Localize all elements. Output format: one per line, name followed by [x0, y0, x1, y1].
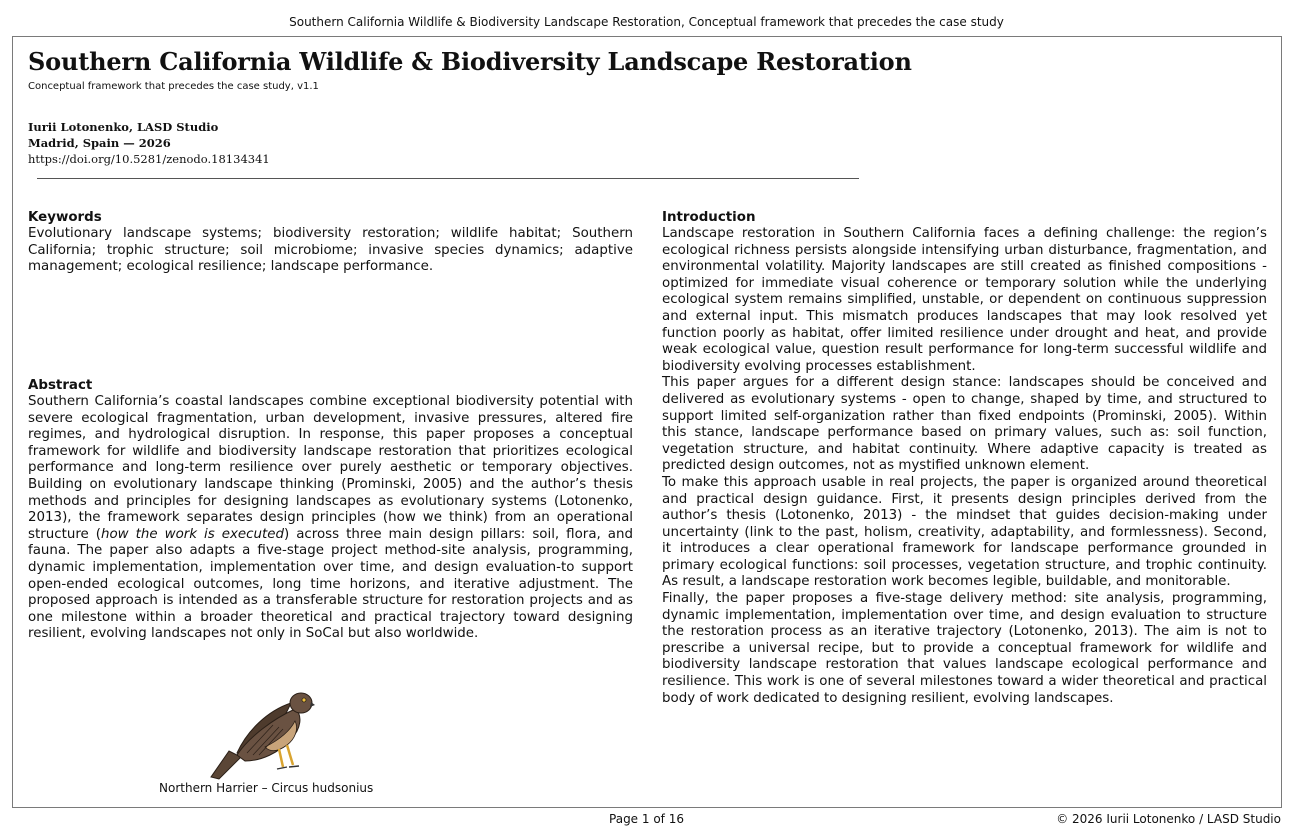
abstract-emphasis: how the work is executed — [101, 526, 284, 542]
author-name: Iurii Lotonenko, LASD Studio — [28, 120, 219, 134]
bird-eye — [302, 698, 306, 702]
page-frame — [12, 36, 1282, 808]
page-number: Page 1 of 16 — [609, 812, 684, 826]
figure-caption: Northern Harrier – Circus hudsonius — [159, 781, 374, 795]
doi-link[interactable]: https://doi.org/10.5281/zenodo.18134341 — [28, 152, 270, 166]
paper-subtitle: Conceptual framework that precedes the case study, v1.1 — [28, 81, 319, 92]
abstract-heading: Abstract — [28, 378, 93, 393]
paper-title: Southern California Wildlife & Biodiversity Landscape Restoration — [28, 47, 912, 76]
abstract-section — [28, 377, 633, 643]
intro-paragraph: Landscape restoration in Southern California faces a defining challenge: the region’s ecological richness persists alongside intensifying urban disturbance, fragmentation, and environmental volatility. Majority landscapes are still created as finished compositions - optimized for immediate visual coherence or temporary solution while the underlying ecological system remains simplified, unstable, or dependent on continuous suppression and external input. This mismatch produces landscapes that may look resolved yet function poorly as habitat, offer limited resilience under drought and heat, and provide weak ecological value, question result performance for long-term successful wildlife and biodiversity evolving processes establishment. — [662, 226, 1267, 374]
copyright-notice: © 2026 Iurii Lotonenko / LASD Studio — [1056, 812, 1281, 826]
keywords-heading: Keywords — [28, 210, 102, 225]
northern-harrier-illustration — [207, 681, 315, 781]
intro-paragraph: Finally, the paper proposes a five-stage delivery method: site analysis, programming, dynamic implementation, implementation over time, and design evaluation to structure the restoration process as an iterative trajectory (Lotonenko, 2013). The aim is not to prescribe a universal recipe, but to provide a conceptual framework for wildlife and biodiversity landscape restoration that values landscape ecological performance and resilience. This work is one of several milestones toward a wider theoretical and practical body of work dedicated to designing resilient, evolving landscapes. — [662, 591, 1267, 706]
abstract-text — [28, 394, 633, 643]
introduction-section — [662, 209, 1267, 707]
running-header: Southern California Wildlife & Biodiversity Landscape Restoration, Conceptual framework that precedes the case study — [289, 15, 1004, 29]
keywords-section — [28, 209, 633, 276]
keywords-text: Evolutionary landscape systems; biodiversity restoration; wildlife habitat; Southern California; trophic structure; soil microbiome; invasive species dynamics; adaptive management; ecological resilience; landscape performance. — [28, 226, 633, 275]
abstract-text-part-2: ) across three main design pillars: soil, flora, and fauna. The paper also adapts a five-stage project method-site analysis, programming, dynamic implementation, implementation over time, and design evaluation-to support open-ended ecological outcomes, long time horizons, and iterative adjustment. The proposed approach is intended as a transferable structure for restoration projects and as one milestone within a broader theoretical and practical trajectory toward designing resilient, evolving landscapes not only in SoCal but also worldwide. — [28, 526, 633, 642]
intro-paragraph: This paper argues for a different design stance: landscapes should be conceived and delivered as evolutionary systems - open to change, shaped by time, and structured to support limited self-organization rather than fixed endpoints (Prominski, 2005). Within this stance, landscape performance based on primary values, such as: soil function, vegetation structure, and habitat continuity. Where adaptive capacity is treated as predicted design outcomes, not as mystified unknown element. — [662, 375, 1267, 474]
bird-head — [290, 693, 312, 713]
intro-paragraph: To make this approach usable in real projects, the paper is organized around theoretical and practical design guidance. First, it presents design principles derived from the author’s thesis (Lotonenko, 2013) - the mindset that guides decision-making under uncertainty (link to the past, holism, creativity, adaptability, and formlessness). Second, it introduces a clear operational framework for landscape performance grounded in primary ecological functions: soil processes, vegetation structure, and trophic continuity. As result, a landscape restoration work becomes legible, buildable, and monitorable. — [662, 474, 1267, 590]
introduction-heading: Introduction — [662, 210, 756, 225]
bird-talons — [277, 766, 299, 769]
header-divider — [37, 178, 859, 179]
author-block — [28, 119, 270, 167]
author-location: Madrid, Spain — 2026 — [28, 136, 171, 150]
abstract-text-part-1: Southern California’s coastal landscapes combine exceptional biodiversity potential with severe ecological fragmentation, urban development, invasive pressures, altered fire regimes, and hydrological disruption. In response, this paper proposes a conceptual framework for wildlife and biodiversity landscape restoration that prioritizes ecological performance and long-term resilience over purely aesthetic or temporary objectives. Building on evolutionary landscape thinking (Prominski, 2005) and the author’s thesis methods and principles for designing landscapes as evolutionary systems (Lotonenko, 2013), the framework separates design principles (how we think) from an operational structure ( — [28, 394, 633, 542]
